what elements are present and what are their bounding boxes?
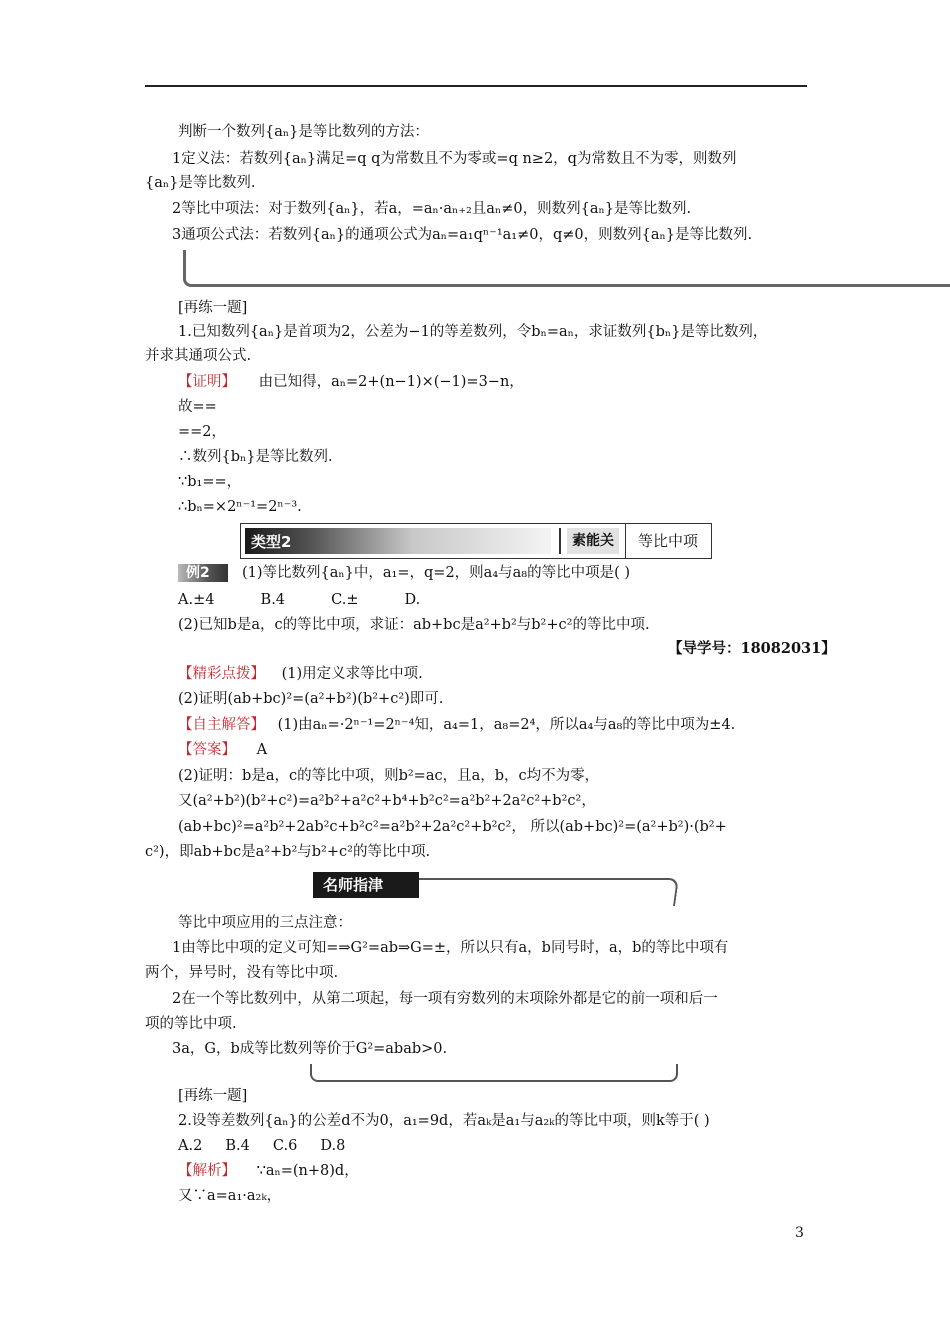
- example2-options: A.±4 B.4 C.± D.: [178, 592, 421, 608]
- teacher-box-label: 名师指津: [313, 872, 419, 898]
- teacher-point2-line2: 项的等比中项.: [145, 1016, 237, 1032]
- tip1-text: (1)用定义求等比中项.: [281, 666, 423, 682]
- practice1-question-line2: 并求其通项公式.: [145, 348, 252, 364]
- teacher-point1-line2: 两个，异号时，没有等比中项.: [145, 965, 339, 981]
- proof-line3: ==2，: [178, 424, 227, 440]
- type-category: 素能关: [567, 528, 619, 554]
- practice2-question: 2.设等差数列{aₙ}的公差d不为0，a₁=9d，若aₖ是a₁与a₂ₖ的等比中项，则k等于( ): [178, 1113, 710, 1129]
- solution2-line4: c²)，即ab+bc是a²+b²与b²+c²的等比中项.: [145, 844, 431, 860]
- example-tag: 例2: [178, 564, 228, 582]
- practice2-options: A.2 B.4 C.6 D.8: [178, 1138, 346, 1154]
- type-title: 等比中项: [625, 524, 698, 558]
- analysis-label: 【解析】: [178, 1163, 236, 1179]
- tip-line1: [178, 664, 423, 684]
- teacher-box-header: [313, 866, 677, 906]
- proof-label: 【证明】: [178, 374, 236, 390]
- analysis-line1: [178, 1161, 359, 1181]
- type-tag-label: 类型2: [251, 533, 292, 551]
- solution1-text: (1)由aₙ=·2ⁿ⁻¹=2ⁿ⁻⁴知，a₄=1，a₈=2⁴，所以a₄与a₈的等比中项为±4.: [277, 717, 736, 733]
- method-intro: 判断一个数列{aₙ}是等比数列的方法：: [178, 124, 429, 140]
- proof-line4: ∴数列{bₙ}是等比数列.: [178, 449, 333, 465]
- method-item-1-line1: 1定义法：若数列{aₙ}满足=q q为常数且不为零或=q n≥2，q为常数且不为零，则数列: [172, 151, 737, 167]
- teacher-box-footer: [310, 1064, 678, 1082]
- page-number: 3: [795, 1225, 804, 1241]
- practice2-heading: [再练一题]: [178, 1088, 248, 1104]
- proof-line2: 故==: [178, 399, 217, 415]
- analysis-line2: 又∵a=a₁·a₂ₖ，: [178, 1188, 282, 1204]
- answer-value: A: [256, 742, 268, 758]
- teacher-box-frame: [411, 878, 679, 906]
- method-box-bracket: [183, 250, 950, 287]
- example2-q1: (1)等比数列{aₙ}中，a₁=，q=2，则a₄与a₈的等比中项是( ): [242, 565, 631, 581]
- analysis1-text: ∵aₙ=(n+8)d，: [256, 1163, 359, 1179]
- example2-q2: (2)已知b是a，c的等比中项，求证：ab+bc是a²+b²与b²+c²的等比中项.: [178, 617, 650, 633]
- practice1-question-line1: 1.已知数列{aₙ}是首项为2，公差为−1的等差数列，令bₙ=aₙ，求证数列{bₙ}是等比数列，: [178, 324, 768, 340]
- solution-line1: [178, 715, 735, 735]
- proof-line: [178, 372, 524, 392]
- tip-label: 【精彩点拨】: [178, 666, 265, 682]
- teacher-point1-line1: 1由等比中项的定义可知=⇒G²=ab⇒G=±，所以只有a，b同号时，a，b的等比中项有: [172, 940, 729, 956]
- tip-line2: (2)证明(ab+bc)²=(a²+b²)(b²+c²)即可.: [178, 691, 444, 707]
- method-item-2: 2等比中项法：对于数列{aₙ}，若a，=aₙ·aₙ₊₂且aₙ≠0，则数列{aₙ}是等比数列.: [172, 201, 692, 217]
- proof-line1-text: 由已知得，aₙ=2+(n−1)×(−1)=3−n，: [258, 374, 524, 390]
- answer-label: 【答案】: [178, 742, 236, 758]
- solution2-line2: 又(a²+b²)(b²+c²)=a²b²+a²c²+b⁴+b²c²=a²b²+2a²c²+b²c²，: [178, 793, 596, 809]
- proof-line6: ∴bₙ=×2ⁿ⁻¹=2ⁿ⁻³.: [178, 499, 302, 515]
- solution2-line1: (2)证明：b是a，c的等比中项，则b²=ac，且a，b，c均不为零，: [178, 768, 600, 784]
- solution-label: 【自主解答】: [178, 717, 265, 733]
- type-header-bar: [240, 523, 712, 559]
- teacher-point3: 3a，G，b成等比数列等价于G²=abab>0.: [172, 1041, 448, 1057]
- answer-line: [178, 740, 267, 760]
- practice1-heading: [再练一题]: [178, 300, 248, 316]
- proof-line5: ∵b₁==，: [178, 474, 242, 490]
- method-item-3: 3通项公式法：若数列{aₙ}的通项公式为aₙ=a₁qⁿ⁻¹a₁≠0，q≠0，则数列{aₙ}是等比数列.: [172, 227, 753, 243]
- teacher-intro: 等比中项应用的三点注意：: [178, 915, 352, 931]
- type-tag: [245, 528, 551, 554]
- teacher-point2-line1: 2在一个等比数列中，从第二项起，每一项有穷数列的末项除外都是它的前一项和后一: [172, 991, 718, 1007]
- method-item-1-line2: {aₙ}是等比数列.: [145, 175, 256, 191]
- header-rule: [145, 85, 807, 87]
- guide-number: 【导学号：18082031】: [668, 640, 836, 657]
- solution2-line3: (ab+bc)²=a²b²+2ab²c+b²c²=a²b²+2a²c²+b²c²， 所以(ab+bc)²=(a²+b²)·(b²+: [178, 819, 727, 835]
